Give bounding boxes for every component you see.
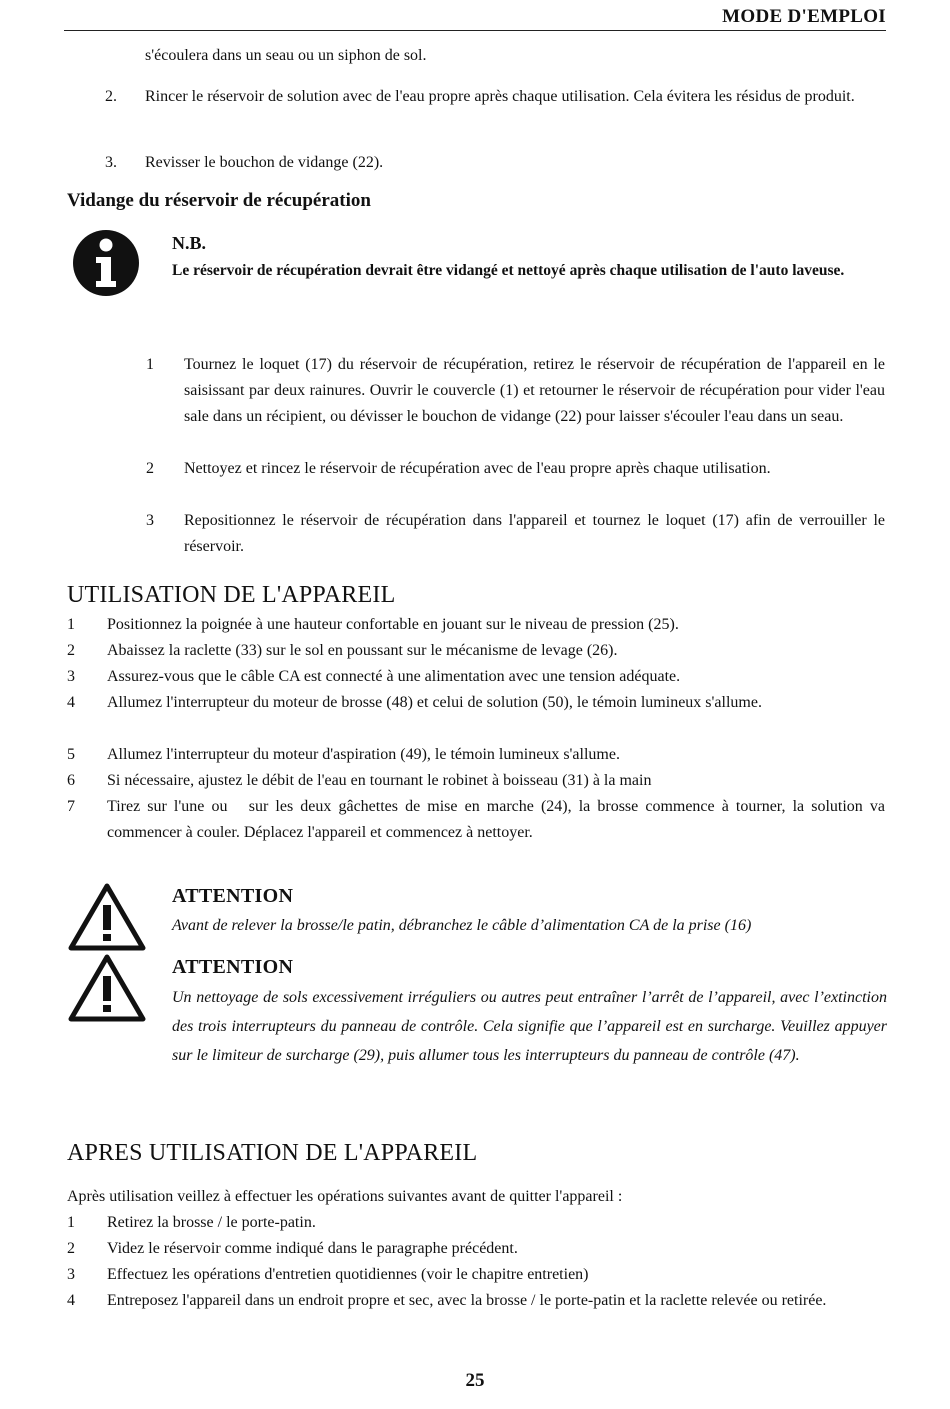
- list-number: 2: [67, 642, 75, 659]
- list-text: Nettoyez et rincez le réservoir de récupération avec de l'eau propre après chaque utilisation.: [184, 460, 771, 477]
- list-number: 2: [146, 460, 154, 477]
- list-number: 1: [146, 356, 154, 373]
- list-item: [67, 690, 885, 742]
- list-item: [67, 612, 885, 638]
- list-item: [67, 742, 885, 768]
- list-item: [67, 664, 885, 690]
- warning-text: Avant de relever la brosse/le patin, débranchez le câble d’alimentation CA de la prise (16): [172, 917, 752, 934]
- list-item: [105, 150, 885, 176]
- note-title: N.B.: [172, 233, 207, 253]
- list-text: Repositionnez le réservoir de récupération dans l'appareil et tournez le loquet (17) afin de verrouiller le réservoir.: [184, 512, 885, 555]
- section-subheading: Vidange du réservoir de récupération: [67, 190, 371, 211]
- list-number: 3: [67, 1266, 75, 1283]
- list-text: Rincer le réservoir de solution avec de l'eau propre après chaque utilisation. Cela évitera les résidus de produit.: [145, 88, 855, 105]
- section-intro: Après utilisation veillez à effectuer les opérations suivantes avant de quitter l'appareil :: [67, 1188, 623, 1205]
- warning-title: ATTENTION: [172, 885, 294, 907]
- list-number: 5: [67, 746, 75, 763]
- list-number: 2: [67, 1240, 75, 1257]
- list-item: [146, 508, 885, 560]
- warning-title: ATTENTION: [172, 956, 294, 978]
- list-number: 2.: [105, 88, 117, 105]
- warning-text: Un nettoyage de sols excessivement irréguliers ou autres peut entraîner l’arrêt de l’appareil, avec l’extinction des trois interrupteurs du panneau de contrôle. Cela signifie que l’appareil est en surcharge. Veuillez appuyer sur le limiteur de surcharge (29), puis allumer tous les interrupteurs du panneau de contrôle (47).: [172, 989, 887, 1064]
- list-item: [67, 794, 889, 846]
- list-item: [67, 1210, 885, 1236]
- list-item: [146, 456, 885, 508]
- page-number: 25: [465, 1370, 485, 1391]
- list-text: Revisser le bouchon de vidange (22).: [145, 154, 384, 171]
- list-number: 4: [67, 1292, 75, 1309]
- list-number: 4: [67, 694, 75, 711]
- list-text: Assurez-vous que le câble CA est connecté à une alimentation avec une tension adéquate.: [107, 668, 681, 685]
- list-item: [67, 768, 885, 794]
- list-item: [67, 1236, 885, 1262]
- warning-icon: [68, 954, 146, 1022]
- list-item: [146, 352, 885, 456]
- list-text: Videz le réservoir comme indiqué dans le paragraphe précédent.: [107, 1240, 518, 1257]
- list-text: Retirez la brosse / le porte-patin.: [107, 1214, 316, 1231]
- list-item: [67, 638, 885, 664]
- list-text: Positionnez la poignée à une hauteur confortable en jouant sur le niveau de pression (25).: [107, 616, 679, 633]
- section-heading: APRES UTILISATION DE L'APPAREIL: [67, 1140, 478, 1166]
- running-header: MODE D'EMPLOI: [722, 6, 886, 27]
- list-text: Tirez sur l'une ou sur les deux gâchettes de mise en marche (24), la brosse commence à tourner, la solution va commencer à couler. Déplacez l'appareil et commencez à nettoyer.: [107, 798, 889, 841]
- list-text: Allumez l'interrupteur du moteur de brosse (48) et celui de solution (50), le témoin lumineux s'allume.: [107, 694, 762, 711]
- list-text: Si nécessaire, ajustez le débit de l'eau en tournant le robinet à boisseau (31) à la main: [107, 772, 652, 789]
- list-text: Allumez l'interrupteur du moteur d'aspiration (49), le témoin lumineux s'allume.: [107, 746, 620, 763]
- list-number: 3: [146, 512, 154, 529]
- list-text: Tournez le loquet (17) du réservoir de récupération, retirez le réservoir de récupération de l'appareil en le saisissant par deux rainures. Ouvrir le couvercle (1) et retourner le réservoir de récupération pour vider l'eau sale dans un récipient, ou dévisser le bouchon de vidange (22) pour laisser s'écouler l'eau dans un seau.: [184, 356, 885, 425]
- list-text: Effectuez les opérations d'entretien quotidiennes (voir le chapitre entretien): [107, 1266, 589, 1283]
- list-text: Abaissez la raclette (33) sur le sol en poussant sur le mécanisme de levage (26).: [107, 642, 618, 659]
- list-number: 1: [67, 616, 75, 633]
- note-text: Le réservoir de récupération devrait être vidangé et nettoyé après chaque utilisation de l'auto laveuse.: [172, 262, 845, 279]
- continuation-text: s'écoulera dans un seau ou un siphon de sol.: [145, 47, 427, 64]
- list-item: [67, 1288, 885, 1340]
- list-number: 3: [67, 668, 75, 685]
- header-divider: [64, 30, 886, 31]
- list-number: 1: [67, 1214, 75, 1231]
- list-item: [105, 84, 885, 136]
- list-number: 7: [67, 798, 75, 815]
- section-heading: UTILISATION DE L'APPAREIL: [67, 582, 396, 608]
- warning-icon: [68, 883, 146, 951]
- info-icon: [71, 228, 141, 298]
- list-text: Entreposez l'appareil dans un endroit propre et sec, avec la brosse / le porte-patin et la raclette relevée ou retirée.: [107, 1292, 827, 1309]
- list-number: 3.: [105, 154, 117, 171]
- list-item: [67, 1262, 885, 1288]
- list-number: 6: [67, 772, 75, 789]
